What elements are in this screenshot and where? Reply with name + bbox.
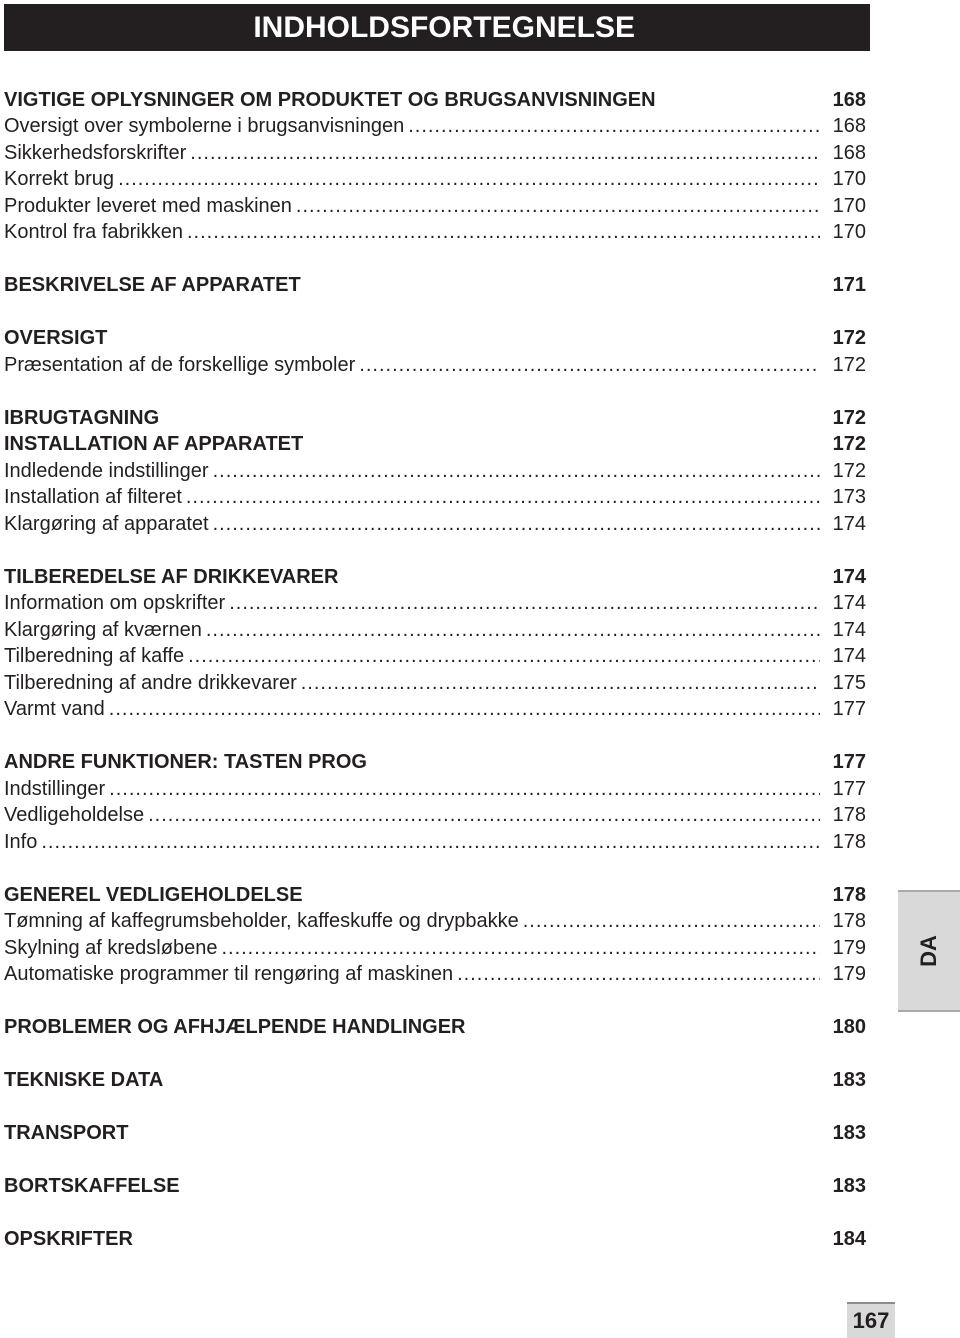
toc-leader-dots bbox=[221, 937, 820, 959]
toc-leader-dots bbox=[186, 486, 820, 508]
toc-gap bbox=[4, 720, 866, 747]
toc-gap bbox=[4, 296, 866, 323]
toc-page-number: 170 bbox=[832, 221, 866, 243]
toc-leader-dots bbox=[206, 619, 820, 641]
toc-entry bbox=[4, 773, 866, 800]
toc-page-number: 174 bbox=[832, 512, 866, 535]
toc-gap bbox=[4, 853, 866, 880]
toc-gap bbox=[4, 1144, 866, 1171]
toc-page-number: 174 bbox=[832, 565, 866, 588]
toc-entry bbox=[4, 164, 866, 191]
toc-page-number: 168 bbox=[832, 115, 866, 137]
toc-heading bbox=[4, 1012, 866, 1039]
toc-page-number: 183 bbox=[832, 1069, 866, 1091]
toc-entry-title: PROBLEMER OG AFHJÆLPENDE HANDLINGER bbox=[4, 1016, 466, 1038]
toc-page-number: 184 bbox=[832, 1228, 866, 1250]
toc-page-number: 178 bbox=[832, 883, 866, 906]
toc-page-number: 179 bbox=[832, 963, 866, 985]
toc-page-number: 180 bbox=[832, 1016, 866, 1038]
toc-entry-title: VIGTIGE OPLYSNINGER OM PRODUKTET OG BRUGSANVISNINGEN bbox=[4, 88, 656, 111]
toc-entry bbox=[4, 800, 866, 827]
toc-page-number: 171 bbox=[832, 274, 866, 296]
toc-page-number: 168 bbox=[832, 141, 866, 164]
toc-heading bbox=[4, 323, 866, 350]
toc-entry bbox=[4, 614, 866, 641]
toc-leader-dots bbox=[408, 115, 820, 137]
toc-heading bbox=[4, 1065, 866, 1092]
toc-entry-title: TILBEREDELSE AF DRIKKEVARER bbox=[4, 565, 339, 588]
toc-page-number: 177 bbox=[832, 698, 866, 720]
toc-entry bbox=[4, 959, 866, 986]
toc-leader-dots bbox=[187, 221, 820, 243]
toc-leader-dots bbox=[301, 672, 820, 694]
toc-heading bbox=[4, 402, 866, 429]
table-of-contents bbox=[4, 84, 866, 1250]
toc-entry-title: GENEREL VEDLIGEHOLDELSE bbox=[4, 883, 303, 906]
toc-leader-dots bbox=[109, 698, 820, 720]
toc-entry-title: Information om opskrifter bbox=[4, 592, 226, 614]
toc-heading bbox=[4, 747, 866, 774]
toc-page-number: 174 bbox=[832, 592, 866, 614]
toc-entry-title: Vedligeholdelse bbox=[4, 804, 145, 826]
toc-entry-title: Tømning af kaffegrumsbeholder, kaffeskuffe og drypbakke bbox=[4, 910, 519, 932]
language-tab-label: DA bbox=[916, 935, 941, 967]
toc-heading bbox=[4, 429, 866, 456]
toc-entry-title: Præsentation af de forskellige symboler bbox=[4, 353, 356, 376]
toc-page-number: 172 bbox=[832, 327, 866, 349]
toc-page-number: 172 bbox=[832, 406, 866, 429]
toc-entry-title: Sikkerhedsforskrifter bbox=[4, 141, 187, 164]
toc-entry-title: INSTALLATION AF APPARATET bbox=[4, 433, 304, 455]
toc-entry bbox=[4, 932, 866, 959]
toc-leader-dots bbox=[148, 804, 820, 826]
toc-entry-title: OPSKRIFTER bbox=[4, 1228, 133, 1250]
toc-page-number: 177 bbox=[832, 777, 866, 800]
toc-heading bbox=[4, 1118, 866, 1145]
toc-page-number: 170 bbox=[832, 194, 866, 217]
toc-gap bbox=[4, 1091, 866, 1118]
toc-entry-title: Varmt vand bbox=[4, 698, 105, 720]
toc-page-number: 170 bbox=[832, 168, 866, 190]
toc-entry-title: Oversigt over symbolerne i brugsanvisningen bbox=[4, 115, 405, 137]
toc-page-number: 172 bbox=[832, 353, 866, 376]
toc-heading bbox=[4, 270, 866, 297]
toc-leader-dots bbox=[523, 910, 820, 932]
toc-page-number: 172 bbox=[832, 433, 866, 455]
toc-entry-title: OVERSIGT bbox=[4, 327, 108, 349]
toc-entry-title: Indledende indstillinger bbox=[4, 459, 209, 482]
language-tab bbox=[898, 890, 960, 1012]
page-title: INDHOLDSFORTEGNELSE bbox=[4, 4, 870, 51]
toc-entry-title: Tilberedning af andre drikkevarer bbox=[4, 671, 297, 694]
toc-page-number: 178 bbox=[832, 804, 866, 826]
toc-entry-title: Produkter leveret med maskinen bbox=[4, 194, 292, 217]
toc-page-number: 183 bbox=[832, 1175, 866, 1197]
toc-heading bbox=[4, 84, 866, 111]
toc-entry-title: Korrekt brug bbox=[4, 168, 115, 190]
toc-entry bbox=[4, 667, 866, 694]
toc-page-number: 177 bbox=[832, 751, 866, 773]
toc-gap bbox=[4, 535, 866, 562]
toc-entry bbox=[4, 694, 866, 721]
toc-heading bbox=[4, 561, 866, 588]
toc-leader-dots bbox=[229, 592, 820, 614]
toc-page-number: 179 bbox=[832, 936, 866, 959]
toc-entry-title: BORTSKAFFELSE bbox=[4, 1175, 180, 1197]
toc-entry bbox=[4, 906, 866, 933]
toc-leader-dots bbox=[457, 963, 820, 985]
toc-entry bbox=[4, 349, 866, 376]
toc-page-number: 178 bbox=[832, 830, 866, 853]
toc-entry-title: Klargøring af kværnen bbox=[4, 618, 202, 641]
toc-entry-title: Kontrol fra fabrikken bbox=[4, 221, 183, 243]
toc-entry bbox=[4, 111, 866, 138]
toc-entry bbox=[4, 217, 866, 244]
toc-heading bbox=[4, 1224, 866, 1251]
toc-leader-dots bbox=[213, 513, 820, 535]
toc-entry-title: TEKNISKE DATA bbox=[4, 1069, 164, 1091]
toc-entry bbox=[4, 190, 866, 217]
toc-page-number: 172 bbox=[832, 459, 866, 482]
toc-entry bbox=[4, 588, 866, 615]
toc-gap bbox=[4, 1038, 866, 1065]
toc-gap bbox=[4, 1197, 866, 1224]
toc-entry-title: Indstillinger bbox=[4, 777, 106, 800]
toc-page-number: 174 bbox=[832, 645, 866, 667]
page-number: 167 bbox=[847, 1302, 895, 1338]
toc-entry-title: TRANSPORT bbox=[4, 1122, 129, 1144]
toc-gap bbox=[4, 243, 866, 270]
toc-entry-title: Info bbox=[4, 830, 38, 853]
toc-gap bbox=[4, 376, 866, 403]
toc-page-number: 173 bbox=[832, 486, 866, 508]
toc-page-number: 174 bbox=[832, 618, 866, 641]
toc-page-number: 175 bbox=[832, 671, 866, 694]
toc-entry bbox=[4, 455, 866, 482]
toc-entry-title: IBRUGTAGNING bbox=[4, 406, 160, 429]
toc-leader-dots bbox=[359, 354, 820, 376]
toc-entry-title: Klargøring af apparatet bbox=[4, 512, 209, 535]
toc-leader-dots bbox=[41, 831, 820, 853]
toc-page-number: 178 bbox=[832, 910, 866, 932]
toc-entry bbox=[4, 641, 866, 668]
toc-leader-dots bbox=[213, 460, 820, 482]
toc-entry bbox=[4, 137, 866, 164]
toc-leader-dots bbox=[190, 142, 820, 164]
toc-heading bbox=[4, 879, 866, 906]
toc-entry bbox=[4, 826, 866, 853]
toc-page-number: 168 bbox=[832, 88, 866, 111]
toc-entry-title: ANDRE FUNKTIONER: TASTEN PROG bbox=[4, 751, 367, 773]
toc-entry bbox=[4, 482, 866, 509]
toc-entry-title: Skylning af kredsløbene bbox=[4, 936, 218, 959]
toc-entry-title: Tilberedning af kaffe bbox=[4, 645, 185, 667]
toc-page-number: 183 bbox=[832, 1122, 866, 1144]
toc-leader-dots bbox=[188, 645, 820, 667]
toc-entry bbox=[4, 508, 866, 535]
toc-leader-dots bbox=[109, 778, 820, 800]
toc-leader-dots bbox=[118, 168, 820, 190]
toc-gap bbox=[4, 985, 866, 1012]
toc-entry-title: BESKRIVELSE AF APPARATET bbox=[4, 274, 301, 296]
toc-entry-title: Installation af filteret bbox=[4, 486, 182, 508]
toc-entry-title: Automatiske programmer til rengøring af maskinen bbox=[4, 963, 454, 985]
toc-leader-dots bbox=[296, 195, 820, 217]
toc-heading bbox=[4, 1171, 866, 1198]
